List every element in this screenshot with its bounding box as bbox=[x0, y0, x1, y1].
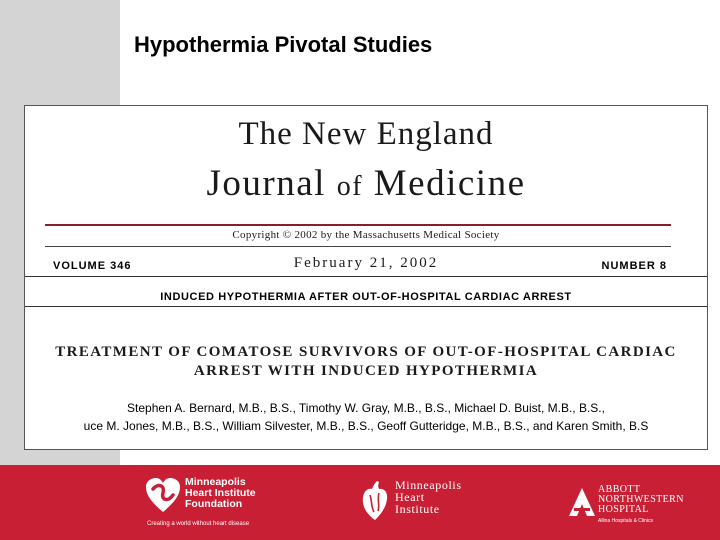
authors-line1: Stephen A. Bernard, M.B., B.S., Timothy W. Gray, M.B., B.S., Michael D. Buist, M.B., B.S., bbox=[127, 401, 605, 415]
issue-date: February 21, 2002 bbox=[293, 255, 439, 271]
mhi-logo bbox=[358, 475, 508, 530]
issue-number: NUMBER 8 bbox=[601, 260, 667, 272]
mhi-name-line2: Heart bbox=[395, 490, 425, 504]
footer-bar bbox=[0, 465, 720, 540]
mhi-name-line1: Minneapolis bbox=[395, 478, 462, 492]
anw-name-line2: NORTHWESTERN bbox=[598, 494, 684, 505]
mhif-name-line1: Minneapolis bbox=[185, 476, 246, 488]
issue-rule-top bbox=[25, 276, 707, 277]
volume-label: VOLUME 346 bbox=[53, 260, 132, 272]
mhi-name-line3: Institute bbox=[395, 502, 440, 516]
heart-ribbon-icon bbox=[145, 477, 181, 515]
anw-name-line1: ABBOTT bbox=[598, 484, 641, 495]
authors-line2: uce M. Jones, M.B., B.S., William Silvester, M.B., B.S., Geoff Gutteridge, M.B., B.S., and Karen Smith, B.S bbox=[83, 419, 649, 433]
mhif-name-line2: Heart Institute bbox=[185, 487, 256, 499]
anatomical-heart-icon bbox=[360, 479, 390, 521]
anw-name-line3: HOSPITAL bbox=[598, 504, 649, 515]
masthead-of: of bbox=[336, 171, 364, 202]
journal-clipping bbox=[24, 105, 708, 450]
mhif-name-line3: Foundation bbox=[185, 498, 243, 510]
masthead-medicine: Medicine bbox=[373, 163, 526, 204]
mhif-tagline: Creating a world without heart disease bbox=[147, 521, 250, 527]
masthead-journal: Journal bbox=[206, 163, 326, 204]
masthead-red-rule bbox=[45, 224, 671, 226]
copyright-rule bbox=[45, 246, 671, 247]
slide-title: Hypothermia Pivotal Studies bbox=[134, 32, 433, 57]
issue-rule-bottom bbox=[25, 306, 707, 307]
copyright-line: Copyright © 2002 by the Massachusetts Medical Society bbox=[232, 229, 500, 241]
article-title-line1: TREATMENT OF COMATOSE SURVIVORS OF OUT-OF-HOSPITAL CARDIAC bbox=[55, 344, 677, 360]
masthead-journal-title bbox=[25, 162, 707, 205]
masthead-line1: The New England bbox=[238, 116, 494, 152]
anw-tagline: Allina Hospitals & Clinics bbox=[598, 518, 654, 524]
mhif-logo bbox=[145, 475, 315, 530]
section-heading: INDUCED HYPOTHERMIA AFTER OUT-OF-HOSPITAL CARDIAC ARREST bbox=[160, 291, 572, 303]
anw-logo bbox=[568, 475, 718, 530]
article-title-line2: ARREST WITH INDUCED HYPOTHERMIA bbox=[193, 363, 539, 379]
abbott-triangle-icon bbox=[568, 487, 596, 517]
